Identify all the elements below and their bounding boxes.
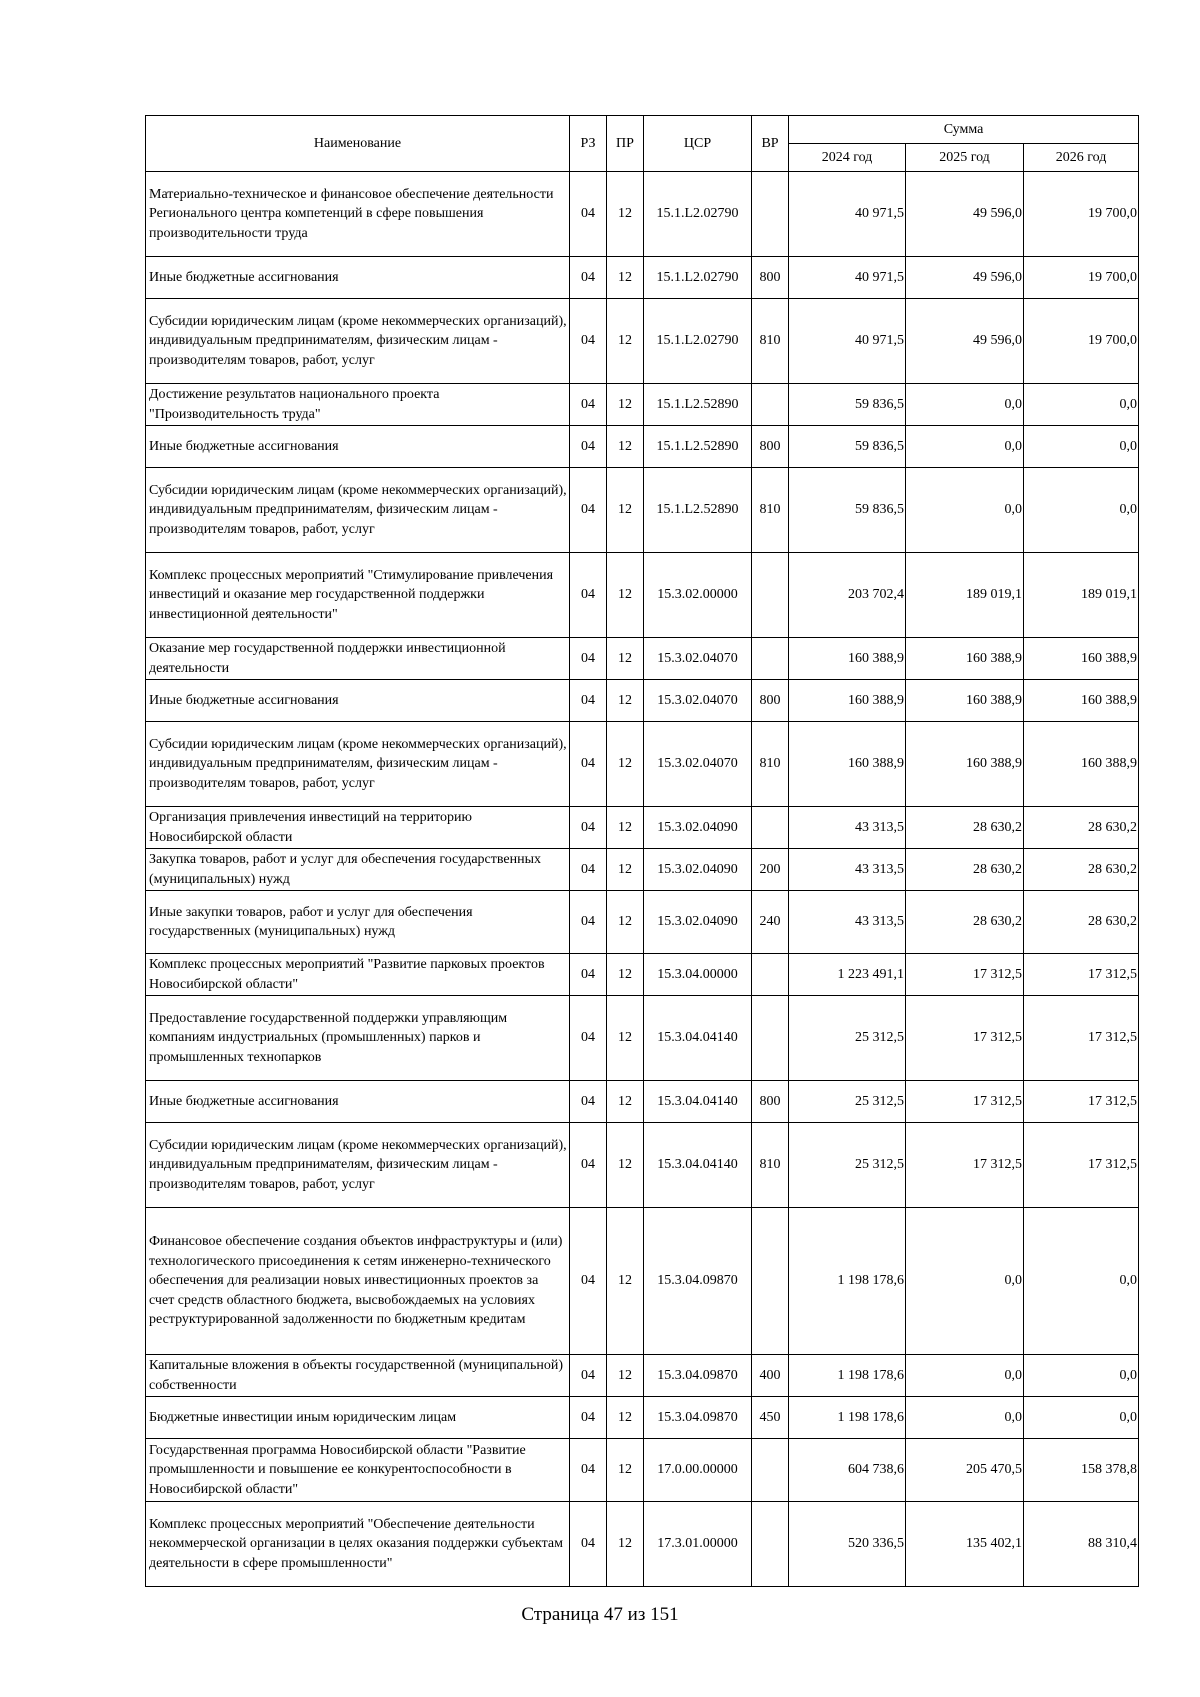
- cell-sum-2025: 0,0: [906, 426, 1024, 468]
- cell-vr: [752, 954, 789, 996]
- table-row: [146, 1081, 1139, 1123]
- table-row: [146, 553, 1139, 638]
- header-year-2024: 2024 год: [789, 144, 906, 172]
- cell-pr: 12: [607, 172, 644, 257]
- cell-csr: 15.3.02.04070: [644, 680, 752, 722]
- cell-rz: 04: [570, 680, 607, 722]
- cell-sum-2024: 160 388,9: [789, 638, 906, 680]
- cell-sum-2026: 17 312,5: [1024, 996, 1139, 1081]
- cell-name: Бюджетные инвестиции иным юридическим лицам: [146, 1397, 570, 1439]
- cell-csr: 15.1.L2.52890: [644, 468, 752, 553]
- cell-sum-2024: 520 336,5: [789, 1502, 906, 1587]
- header-vr: ВР: [752, 116, 789, 172]
- cell-vr: [752, 172, 789, 257]
- cell-vr: [752, 807, 789, 849]
- cell-sum-2025: 17 312,5: [906, 954, 1024, 996]
- cell-csr: 15.3.02.04070: [644, 722, 752, 807]
- cell-sum-2026: 160 388,9: [1024, 638, 1139, 680]
- cell-rz: 04: [570, 426, 607, 468]
- cell-csr: 15.3.04.04140: [644, 996, 752, 1081]
- cell-sum-2026: 0,0: [1024, 1355, 1139, 1397]
- cell-pr: 12: [607, 553, 644, 638]
- cell-vr: 450: [752, 1397, 789, 1439]
- cell-pr: 12: [607, 1397, 644, 1439]
- cell-pr: 12: [607, 257, 644, 299]
- cell-pr: 12: [607, 996, 644, 1081]
- table-row: [146, 807, 1139, 849]
- table-row: [146, 468, 1139, 553]
- cell-vr: 200: [752, 849, 789, 891]
- cell-sum-2025: 160 388,9: [906, 680, 1024, 722]
- cell-sum-2024: 25 312,5: [789, 1123, 906, 1208]
- header-name: Наименование: [146, 116, 570, 172]
- table-row: [146, 849, 1139, 891]
- table-row: [146, 257, 1139, 299]
- cell-pr: 12: [607, 384, 644, 426]
- cell-sum-2024: 43 313,5: [789, 849, 906, 891]
- cell-rz: 04: [570, 1123, 607, 1208]
- cell-sum-2026: 28 630,2: [1024, 849, 1139, 891]
- cell-name: Субсидии юридическим лицам (кроме некоммерческих организаций), индивидуальным предпринимателям, физическим лицам - производителям товаров, работ, услуг: [146, 299, 570, 384]
- cell-vr: 810: [752, 1123, 789, 1208]
- cell-sum-2025: 0,0: [906, 1208, 1024, 1355]
- cell-sum-2024: 25 312,5: [789, 1081, 906, 1123]
- cell-name: Субсидии юридическим лицам (кроме некоммерческих организаций), индивидуальным предпринимателям, физическим лицам - производителям товаров, работ, услуг: [146, 722, 570, 807]
- cell-sum-2025: 28 630,2: [906, 849, 1024, 891]
- cell-rz: 04: [570, 553, 607, 638]
- cell-sum-2026: 19 700,0: [1024, 172, 1139, 257]
- cell-name: Государственная программа Новосибирской области "Развитие промышленности и повышение ее конкурентоспособности в Новосибирской области": [146, 1439, 570, 1502]
- header-year-2025: 2025 год: [906, 144, 1024, 172]
- cell-pr: 12: [607, 468, 644, 553]
- cell-csr: 15.1.L2.02790: [644, 299, 752, 384]
- table-row: [146, 1208, 1139, 1355]
- cell-sum-2026: 160 388,9: [1024, 722, 1139, 807]
- cell-rz: 04: [570, 1397, 607, 1439]
- cell-csr: 15.1.L2.52890: [644, 426, 752, 468]
- cell-sum-2025: 160 388,9: [906, 638, 1024, 680]
- cell-csr: 15.3.02.00000: [644, 553, 752, 638]
- cell-name: Предоставление государственной поддержки управляющим компаниям индустриальных (промышленных) парков и промышленных технопарков: [146, 996, 570, 1081]
- cell-sum-2026: 19 700,0: [1024, 299, 1139, 384]
- cell-pr: 12: [607, 299, 644, 384]
- cell-sum-2024: 59 836,5: [789, 426, 906, 468]
- cell-sum-2024: 59 836,5: [789, 384, 906, 426]
- cell-name: Закупка товаров, работ и услуг для обеспечения государственных (муниципальных) нужд: [146, 849, 570, 891]
- cell-vr: 810: [752, 722, 789, 807]
- cell-sum-2024: 43 313,5: [789, 807, 906, 849]
- cell-csr: 15.1.L2.02790: [644, 172, 752, 257]
- cell-name: Капитальные вложения в объекты государственной (муниципальной) собственности: [146, 1355, 570, 1397]
- cell-csr: 15.3.04.00000: [644, 954, 752, 996]
- cell-sum-2024: 1 223 491,1: [789, 954, 906, 996]
- cell-vr: 810: [752, 468, 789, 553]
- cell-name: Оказание мер государственной поддержки инвестиционной деятельности: [146, 638, 570, 680]
- cell-rz: 04: [570, 257, 607, 299]
- cell-vr: [752, 384, 789, 426]
- header-year-2026: 2026 год: [1024, 144, 1139, 172]
- cell-sum-2024: 40 971,5: [789, 172, 906, 257]
- cell-csr: 15.1.L2.52890: [644, 384, 752, 426]
- cell-rz: 04: [570, 299, 607, 384]
- cell-name: Иные бюджетные ассигнования: [146, 680, 570, 722]
- header-pr: ПР: [607, 116, 644, 172]
- cell-name: Иные бюджетные ассигнования: [146, 426, 570, 468]
- cell-sum-2026: 17 312,5: [1024, 954, 1139, 996]
- cell-sum-2025: 49 596,0: [906, 299, 1024, 384]
- cell-csr: 15.3.04.09870: [644, 1208, 752, 1355]
- cell-sum-2025: 160 388,9: [906, 722, 1024, 807]
- table-row: [146, 680, 1139, 722]
- cell-sum-2024: 1 198 178,6: [789, 1355, 906, 1397]
- cell-csr: 15.3.02.04090: [644, 849, 752, 891]
- cell-csr: 15.3.02.04090: [644, 807, 752, 849]
- cell-sum-2025: 17 312,5: [906, 1123, 1024, 1208]
- cell-sum-2024: 160 388,9: [789, 722, 906, 807]
- cell-rz: 04: [570, 807, 607, 849]
- page-number: Страница 47 из 151: [521, 1604, 679, 1625]
- cell-sum-2024: 203 702,4: [789, 553, 906, 638]
- cell-rz: 04: [570, 996, 607, 1081]
- cell-csr: 17.3.01.00000: [644, 1502, 752, 1587]
- cell-sum-2025: 17 312,5: [906, 1081, 1024, 1123]
- table-row: [146, 1355, 1139, 1397]
- cell-rz: 04: [570, 722, 607, 807]
- cell-rz: 04: [570, 954, 607, 996]
- cell-csr: 15.1.L2.02790: [644, 257, 752, 299]
- cell-rz: 04: [570, 1439, 607, 1502]
- cell-name: Иные бюджетные ассигнования: [146, 1081, 570, 1123]
- table-row: [146, 996, 1139, 1081]
- cell-sum-2025: 205 470,5: [906, 1439, 1024, 1502]
- table-row: [146, 722, 1139, 807]
- cell-rz: 04: [570, 1502, 607, 1587]
- cell-name: Материально-техническое и финансовое обеспечение деятельности Регионального центра компетенций в сфере повышения производительности труда: [146, 172, 570, 257]
- cell-sum-2024: 40 971,5: [789, 299, 906, 384]
- cell-pr: 12: [607, 1355, 644, 1397]
- cell-rz: 04: [570, 638, 607, 680]
- cell-name: Комплекс процессных мероприятий "Развитие парковых проектов Новосибирской области": [146, 954, 570, 996]
- cell-rz: 04: [570, 1355, 607, 1397]
- cell-sum-2025: 135 402,1: [906, 1502, 1024, 1587]
- cell-rz: 04: [570, 1208, 607, 1355]
- cell-pr: 12: [607, 1123, 644, 1208]
- cell-pr: 12: [607, 680, 644, 722]
- cell-vr: 810: [752, 299, 789, 384]
- cell-name: Иные бюджетные ассигнования: [146, 257, 570, 299]
- cell-csr: 15.3.04.09870: [644, 1355, 752, 1397]
- cell-vr: [752, 1208, 789, 1355]
- cell-pr: 12: [607, 426, 644, 468]
- table-row: [146, 299, 1139, 384]
- cell-sum-2024: 40 971,5: [789, 257, 906, 299]
- cell-rz: 04: [570, 891, 607, 954]
- cell-sum-2025: 49 596,0: [906, 172, 1024, 257]
- cell-sum-2024: 25 312,5: [789, 996, 906, 1081]
- table-row: [146, 426, 1139, 468]
- cell-sum-2024: 59 836,5: [789, 468, 906, 553]
- cell-vr: [752, 996, 789, 1081]
- cell-sum-2025: 28 630,2: [906, 891, 1024, 954]
- cell-vr: 240: [752, 891, 789, 954]
- cell-vr: [752, 638, 789, 680]
- cell-sum-2026: 158 378,8: [1024, 1439, 1139, 1502]
- cell-pr: 12: [607, 1208, 644, 1355]
- cell-name: Субсидии юридическим лицам (кроме некоммерческих организаций), индивидуальным предпринимателям, физическим лицам - производителям товаров, работ, услуг: [146, 1123, 570, 1208]
- cell-csr: 15.3.04.04140: [644, 1081, 752, 1123]
- cell-pr: 12: [607, 891, 644, 954]
- cell-sum-2026: 88 310,4: [1024, 1502, 1139, 1587]
- cell-vr: [752, 1502, 789, 1587]
- cell-sum-2025: 0,0: [906, 1397, 1024, 1439]
- cell-name: Комплекс процессных мероприятий "Стимулирование привлечения инвестиций и оказание мер государственной поддержки инвестиционной деятельности": [146, 553, 570, 638]
- cell-pr: 12: [607, 638, 644, 680]
- cell-name: Иные закупки товаров, работ и услуг для обеспечения государственных (муниципальных) нужд: [146, 891, 570, 954]
- cell-sum-2026: 189 019,1: [1024, 553, 1139, 638]
- cell-sum-2025: 28 630,2: [906, 807, 1024, 849]
- table-row: [146, 891, 1139, 954]
- cell-sum-2024: 1 198 178,6: [789, 1397, 906, 1439]
- cell-csr: 17.0.00.00000: [644, 1439, 752, 1502]
- cell-sum-2026: 17 312,5: [1024, 1081, 1139, 1123]
- cell-vr: [752, 1439, 789, 1502]
- cell-vr: 800: [752, 1081, 789, 1123]
- cell-rz: 04: [570, 1081, 607, 1123]
- cell-pr: 12: [607, 807, 644, 849]
- header-sum: Сумма: [789, 116, 1139, 144]
- cell-pr: 12: [607, 1502, 644, 1587]
- cell-csr: 15.3.04.04140: [644, 1123, 752, 1208]
- header-csr: ЦСР: [644, 116, 752, 172]
- cell-vr: 400: [752, 1355, 789, 1397]
- table-row: [146, 1123, 1139, 1208]
- cell-vr: [752, 553, 789, 638]
- cell-sum-2024: 160 388,9: [789, 680, 906, 722]
- cell-rz: 04: [570, 849, 607, 891]
- cell-sum-2024: 43 313,5: [789, 891, 906, 954]
- cell-sum-2026: 160 388,9: [1024, 680, 1139, 722]
- cell-sum-2026: 0,0: [1024, 426, 1139, 468]
- cell-sum-2026: 0,0: [1024, 1208, 1139, 1355]
- cell-pr: 12: [607, 954, 644, 996]
- table-row: [146, 1502, 1139, 1587]
- cell-sum-2025: 189 019,1: [906, 553, 1024, 638]
- cell-sum-2026: 19 700,0: [1024, 257, 1139, 299]
- cell-vr: 800: [752, 257, 789, 299]
- cell-sum-2026: 0,0: [1024, 1397, 1139, 1439]
- cell-sum-2024: 1 198 178,6: [789, 1208, 906, 1355]
- header-rz: РЗ: [570, 116, 607, 172]
- cell-vr: 800: [752, 426, 789, 468]
- table-row: [146, 954, 1139, 996]
- table-row: [146, 1397, 1139, 1439]
- table-body: [146, 172, 1139, 1587]
- cell-name: Достижение результатов национального проекта "Производительность труда": [146, 384, 570, 426]
- table-row: [146, 1439, 1139, 1502]
- cell-sum-2024: 604 738,6: [789, 1439, 906, 1502]
- cell-sum-2026: 17 312,5: [1024, 1123, 1139, 1208]
- table-row: [146, 638, 1139, 680]
- cell-pr: 12: [607, 722, 644, 807]
- cell-sum-2026: 28 630,2: [1024, 891, 1139, 954]
- cell-sum-2025: 17 312,5: [906, 996, 1024, 1081]
- cell-csr: 15.3.02.04070: [644, 638, 752, 680]
- cell-name: Финансовое обеспечение создания объектов инфраструктуры и (или) технологического присоединения к сетям инженерно-технического обеспечения для реализации новых инвестиционных проектов за счет средств областного бюджета, высвобождаемых на условиях реструктурированной задолженности по бюджетным кредитам: [146, 1208, 570, 1355]
- cell-sum-2026: 28 630,2: [1024, 807, 1139, 849]
- cell-sum-2025: 0,0: [906, 384, 1024, 426]
- cell-vr: 800: [752, 680, 789, 722]
- cell-sum-2025: 0,0: [906, 1355, 1024, 1397]
- cell-rz: 04: [570, 384, 607, 426]
- cell-csr: 15.3.02.04090: [644, 891, 752, 954]
- cell-pr: 12: [607, 1081, 644, 1123]
- table-row: [146, 384, 1139, 426]
- table-row: [146, 172, 1139, 257]
- cell-sum-2026: 0,0: [1024, 468, 1139, 553]
- cell-name: Субсидии юридическим лицам (кроме некоммерческих организаций), индивидуальным предпринимателям, физическим лицам - производителям товаров, работ, услуг: [146, 468, 570, 553]
- cell-pr: 12: [607, 849, 644, 891]
- budget-table: [145, 115, 1139, 1587]
- cell-sum-2026: 0,0: [1024, 384, 1139, 426]
- cell-pr: 12: [607, 1439, 644, 1502]
- cell-rz: 04: [570, 172, 607, 257]
- cell-sum-2025: 49 596,0: [906, 257, 1024, 299]
- cell-name: Организация привлечения инвестиций на территорию Новосибирской области: [146, 807, 570, 849]
- cell-csr: 15.3.04.09870: [644, 1397, 752, 1439]
- cell-sum-2025: 0,0: [906, 468, 1024, 553]
- header-row-top: [146, 116, 1139, 144]
- cell-rz: 04: [570, 468, 607, 553]
- cell-name: Комплекс процессных мероприятий "Обеспечение деятельности некоммерческой организации в целях оказания поддержки субъектам деятельности в сфере промышленности": [146, 1502, 570, 1587]
